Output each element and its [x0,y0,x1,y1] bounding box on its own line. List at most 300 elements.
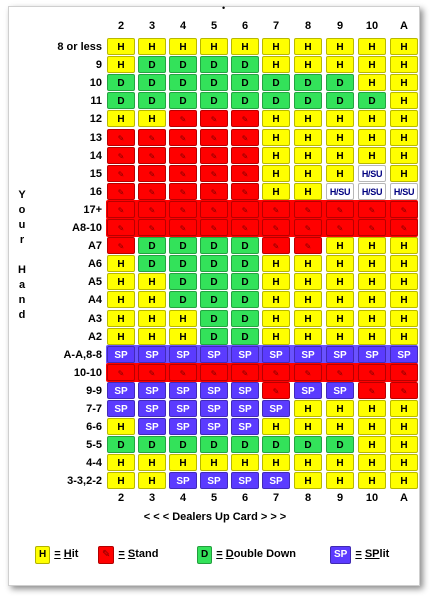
cell-9-10: H [358,56,386,73]
cell-14-4: ✎ [169,147,197,164]
cell-66-10: H [358,418,386,435]
cell-14-5: ✎ [200,147,228,164]
cell-11-8: D [294,92,322,109]
cell-16-a: H/SU [390,183,418,200]
cell-a3-4: H [169,310,197,327]
cell-55-10: H [358,436,386,453]
cell-14-7: H [262,147,290,164]
hand-label: A8-10 [72,222,102,234]
hand-label: 9-9 [86,385,102,397]
header-bottom-a: A [400,492,408,504]
cell-9-8: H [294,56,322,73]
cell-44-5: H [200,454,228,471]
cell-a6-2: H [107,255,135,272]
header-bottom-3: 3 [148,492,156,504]
cell-a810-6: ✎ [231,219,259,236]
cell-13-10: H [358,129,386,146]
side-letter: H [18,264,26,276]
cell-44-a: H [390,454,418,471]
cell-1010-5: ✎ [200,364,228,381]
cell-15-3: ✎ [138,165,166,182]
cell-12-a: H [390,110,418,127]
cell-3322-4: SP [169,472,197,489]
cell-15-a: H [390,165,418,182]
legend-item-h [35,546,78,562]
cell-aa88-6: SP [231,346,259,363]
cell-99-2: SP [107,382,135,399]
cell-99-7: ✎ [262,382,290,399]
header-top-7: 7 [272,20,280,32]
cell-13-9: H [326,129,354,146]
cell-99-3: SP [138,382,166,399]
cell-55-4: D [169,436,197,453]
cell-77-a: H [390,400,418,417]
cell-44-3: H [138,454,166,471]
cell-99-9: SP [326,382,354,399]
header-top-4: 4 [179,20,187,32]
cell-3322-8: H [294,472,322,489]
hand-label: 6-6 [86,421,102,433]
cell-3322-10: H [358,472,386,489]
cell-77-7: SP [262,400,290,417]
cell-13-a: H [390,129,418,146]
cell-14-3: ✎ [138,147,166,164]
cell-44-6: H [231,454,259,471]
cell-11-a: H [390,92,418,109]
cell-a810-3: ✎ [138,219,166,236]
hand-label: A-A,8-8 [63,349,102,361]
hand-label: 3-3,2-2 [67,475,102,487]
cell-3322-9: H [326,472,354,489]
cell-66-9: H [326,418,354,435]
cell-44-4: H [169,454,197,471]
cell-9-a: H [390,56,418,73]
cell-17-6: ✎ [231,201,259,218]
cell-55-2: D [107,436,135,453]
cell-66-8: H [294,418,322,435]
cell-16-2: ✎ [107,183,135,200]
cell-a5-a: H [390,273,418,290]
cell-15-5: ✎ [200,165,228,182]
cell-a7-9: H [326,237,354,254]
header-top-6: 6 [241,20,249,32]
header-top-8: 8 [304,20,312,32]
cell-1010-a: ✎ [390,364,418,381]
cell-13-6: ✎ [231,129,259,146]
cell-a3-10: H [358,310,386,327]
cell-15-9: H [326,165,354,182]
cell-a6-a: H [390,255,418,272]
cell-12-7: H [262,110,290,127]
cell-a3-a: H [390,310,418,327]
cell-a5-5: D [200,273,228,290]
dealers-up-card-label: < < < Dealers Up Card > > > [143,511,287,523]
legend-label: = Hit [54,548,79,560]
cell-15-6: ✎ [231,165,259,182]
cell-a810-2: ✎ [107,219,135,236]
cell-aa88-9: SP [326,346,354,363]
side-letter: d [18,309,26,321]
cell-aa88-10: SP [358,346,386,363]
cell-3322-3: H [138,472,166,489]
cell-77-6: SP [231,400,259,417]
top-dot: • [222,3,226,13]
cell-a4-4: D [169,291,197,308]
cell-a4-3: H [138,291,166,308]
side-letter: n [18,294,26,306]
cell-aa88-8: SP [294,346,322,363]
cell-16-5: ✎ [200,183,228,200]
cell-a810-10: ✎ [358,219,386,236]
legend-swatch: ✎ [98,546,114,564]
cell-a810-5: ✎ [200,219,228,236]
cell-16-4: ✎ [169,183,197,200]
cell-aa88-3: SP [138,346,166,363]
cell-16-7: H [262,183,290,200]
cell-77-9: H [326,400,354,417]
side-letter: u [18,219,26,231]
cell-a7-7: ✎ [262,237,290,254]
hand-label: 12 [89,113,102,125]
cell-9-3: D [138,56,166,73]
cell-13-8: H [294,129,322,146]
cell-8orless-7: H [262,38,290,55]
cell-aa88-4: SP [169,346,197,363]
header-top-2: 2 [117,20,125,32]
cell-12-6: ✎ [231,110,259,127]
cell-14-8: H [294,147,322,164]
cell-a2-10: H [358,328,386,345]
hand-label: 4-4 [86,457,102,469]
header-top-a: A [400,20,408,32]
header-bottom-7: 7 [272,492,280,504]
cell-a7-5: D [200,237,228,254]
cell-a5-6: D [231,273,259,290]
side-letter: a [18,279,26,291]
cell-55-5: D [200,436,228,453]
cell-14-9: H [326,147,354,164]
cell-44-2: H [107,454,135,471]
cell-a810-9: ✎ [326,219,354,236]
side-letter: Y [18,189,26,201]
cell-55-a: H [390,436,418,453]
cell-66-2: H [107,418,135,435]
cell-11-3: D [138,92,166,109]
legend-swatch: SP [330,546,351,564]
cell-8orless-a: H [390,38,418,55]
cell-a2-3: H [138,328,166,345]
cell-11-5: D [200,92,228,109]
hand-label: 8 or less [57,41,102,53]
hand-label: A7 [87,240,102,252]
cell-14-2: ✎ [107,147,135,164]
cell-10-7: D [262,74,290,91]
header-bottom-5: 5 [210,492,218,504]
cell-17-9: ✎ [326,201,354,218]
cell-a2-a: H [390,328,418,345]
header-bottom-10: 10 [365,492,379,504]
cell-aa88-7: SP [262,346,290,363]
cell-66-a: H [390,418,418,435]
cell-3322-7: SP [262,472,290,489]
cell-3322-2: H [107,472,135,489]
cell-12-3: H [138,110,166,127]
cell-8orless-8: H [294,38,322,55]
cell-a7-10: H [358,237,386,254]
cell-16-9: H/SU [326,183,354,200]
cell-66-6: SP [231,418,259,435]
cell-a6-10: H [358,255,386,272]
cell-99-5: SP [200,382,228,399]
cell-1010-3: ✎ [138,364,166,381]
header-top-9: 9 [336,20,344,32]
cell-17-5: ✎ [200,201,228,218]
cell-a2-2: H [107,328,135,345]
cell-77-8: H [294,400,322,417]
header-top-3: 3 [148,20,156,32]
cell-a4-7: H [262,291,290,308]
legend-item-s [98,546,158,562]
header-top-10: 10 [365,20,379,32]
cell-3322-5: SP [200,472,228,489]
hand-label: A5 [87,276,102,288]
cell-44-9: H [326,454,354,471]
cell-a5-2: H [107,273,135,290]
cell-14-a: H [390,147,418,164]
cell-15-10: H/SU [358,165,386,182]
cell-3322-a: H [390,472,418,489]
cell-a2-6: D [231,328,259,345]
cell-15-2: ✎ [107,165,135,182]
cell-a6-4: D [169,255,197,272]
cell-44-10: H [358,454,386,471]
legend-item-sp [330,546,389,562]
cell-a810-a: ✎ [390,219,418,236]
cell-14-10: H [358,147,386,164]
cell-a2-5: D [200,328,228,345]
cell-13-2: ✎ [107,129,135,146]
cell-aa88-a: SP [390,346,418,363]
cell-12-10: H [358,110,386,127]
cell-a3-9: H [326,310,354,327]
cell-10-9: D [326,74,354,91]
hand-label: A2 [87,331,102,343]
cell-a6-6: D [231,255,259,272]
hand-label: 13 [89,132,102,144]
cell-10-2: D [107,74,135,91]
cell-1010-9: ✎ [326,364,354,381]
cell-17-8: ✎ [294,201,322,218]
cell-77-3: SP [138,400,166,417]
cell-a3-7: H [262,310,290,327]
cell-aa88-5: SP [200,346,228,363]
cell-a3-6: D [231,310,259,327]
cell-11-7: D [262,92,290,109]
cell-a4-a: H [390,291,418,308]
cell-1010-4: ✎ [169,364,197,381]
cell-8orless-3: H [138,38,166,55]
cell-1010-8: ✎ [294,364,322,381]
cell-8orless-2: H [107,38,135,55]
cell-a5-10: H [358,273,386,290]
cell-11-2: D [107,92,135,109]
cell-10-4: D [169,74,197,91]
cell-66-7: H [262,418,290,435]
legend-swatch: D [197,546,212,564]
cell-15-7: H [262,165,290,182]
cell-55-3: D [138,436,166,453]
side-letter: r [19,234,25,246]
side-letter: o [18,204,26,216]
cell-66-4: SP [169,418,197,435]
legend-label: = SPlit [355,548,390,560]
cell-11-4: D [169,92,197,109]
cell-aa88-2: SP [107,346,135,363]
header-bottom-8: 8 [304,492,312,504]
cell-a5-3: H [138,273,166,290]
cell-13-7: H [262,129,290,146]
cell-9-9: H [326,56,354,73]
header-bottom-2: 2 [117,492,125,504]
cell-10-6: D [231,74,259,91]
cell-13-4: ✎ [169,129,197,146]
cell-1010-7: ✎ [262,364,290,381]
cell-a7-2: ✎ [107,237,135,254]
cell-a3-5: D [200,310,228,327]
cell-12-2: H [107,110,135,127]
cell-a5-7: H [262,273,290,290]
legend-swatch: H [35,546,50,564]
hand-label: 5-5 [86,439,102,451]
cell-44-7: H [262,454,290,471]
cell-9-5: D [200,56,228,73]
cell-55-8: D [294,436,322,453]
cell-10-10: H [358,74,386,91]
cell-a7-a: H [390,237,418,254]
cell-a4-10: H [358,291,386,308]
cell-17-4: ✎ [169,201,197,218]
cell-1010-6: ✎ [231,364,259,381]
hand-label: A6 [87,258,102,270]
legend-label: = Stand [118,548,159,560]
hand-label: 15 [89,168,102,180]
cell-14-6: ✎ [231,147,259,164]
hand-label: 14 [89,150,102,162]
cell-16-10: H/SU [358,183,386,200]
cell-99-10: ✎ [358,382,386,399]
cell-a810-8: ✎ [294,219,322,236]
cell-77-2: SP [107,400,135,417]
cell-1010-10: ✎ [358,364,386,381]
cell-a2-8: H [294,328,322,345]
cell-a6-9: H [326,255,354,272]
cell-17-a: ✎ [390,201,418,218]
cell-3322-6: SP [231,472,259,489]
cell-99-6: SP [231,382,259,399]
cell-a3-2: H [107,310,135,327]
cell-a2-4: H [169,328,197,345]
cell-a7-4: D [169,237,197,254]
cell-a5-4: D [169,273,197,290]
cell-a6-3: D [138,255,166,272]
cell-99-8: SP [294,382,322,399]
cell-15-8: H [294,165,322,182]
hand-label: 10 [89,77,102,89]
hand-label: 16 [89,186,102,198]
cell-12-8: H [294,110,322,127]
cell-8orless-5: H [200,38,228,55]
cell-16-3: ✎ [138,183,166,200]
cell-77-10: H [358,400,386,417]
cell-10-a: H [390,74,418,91]
cell-12-9: H [326,110,354,127]
cell-a6-7: H [262,255,290,272]
cell-a810-4: ✎ [169,219,197,236]
cell-a5-8: H [294,273,322,290]
cell-a4-9: H [326,291,354,308]
cell-11-9: D [326,92,354,109]
cell-1010-2: ✎ [107,364,135,381]
hand-label: A3 [87,313,102,325]
hand-label: 10-10 [73,367,102,379]
cell-a2-7: H [262,328,290,345]
cell-a4-5: D [200,291,228,308]
cell-8orless-9: H [326,38,354,55]
cell-a3-3: H [138,310,166,327]
cell-a2-9: H [326,328,354,345]
cell-77-5: SP [200,400,228,417]
hand-label: 9 [95,59,102,71]
cell-55-6: D [231,436,259,453]
cell-a4-8: H [294,291,322,308]
cell-a4-2: H [107,291,135,308]
cell-11-10: D [358,92,386,109]
legend-label: = Double Down [216,548,297,560]
header-bottom-6: 6 [241,492,249,504]
cell-10-3: D [138,74,166,91]
cell-17-3: ✎ [138,201,166,218]
cell-8orless-10: H [358,38,386,55]
cell-55-7: D [262,436,290,453]
cell-8orless-4: H [169,38,197,55]
hand-label: 17+ [83,204,102,216]
cell-a7-8: ✎ [294,237,322,254]
cell-66-3: SP [138,418,166,435]
cell-9-4: D [169,56,197,73]
cell-a7-3: D [138,237,166,254]
cell-10-8: D [294,74,322,91]
cell-a810-7: ✎ [262,219,290,236]
cell-9-6: D [231,56,259,73]
cell-16-6: ✎ [231,183,259,200]
cell-a5-9: H [326,273,354,290]
cell-a4-6: D [231,291,259,308]
cell-16-8: H [294,183,322,200]
cell-12-5: ✎ [200,110,228,127]
cell-11-6: D [231,92,259,109]
cell-66-5: SP [200,418,228,435]
cell-15-4: ✎ [169,165,197,182]
header-bottom-4: 4 [179,492,187,504]
legend-item-d [197,546,296,562]
cell-a3-8: H [294,310,322,327]
cell-9-2: H [107,56,135,73]
cell-12-4: ✎ [169,110,197,127]
cell-77-4: SP [169,400,197,417]
cell-17-7: ✎ [262,201,290,218]
cell-10-5: D [200,74,228,91]
cell-8orless-6: H [231,38,259,55]
